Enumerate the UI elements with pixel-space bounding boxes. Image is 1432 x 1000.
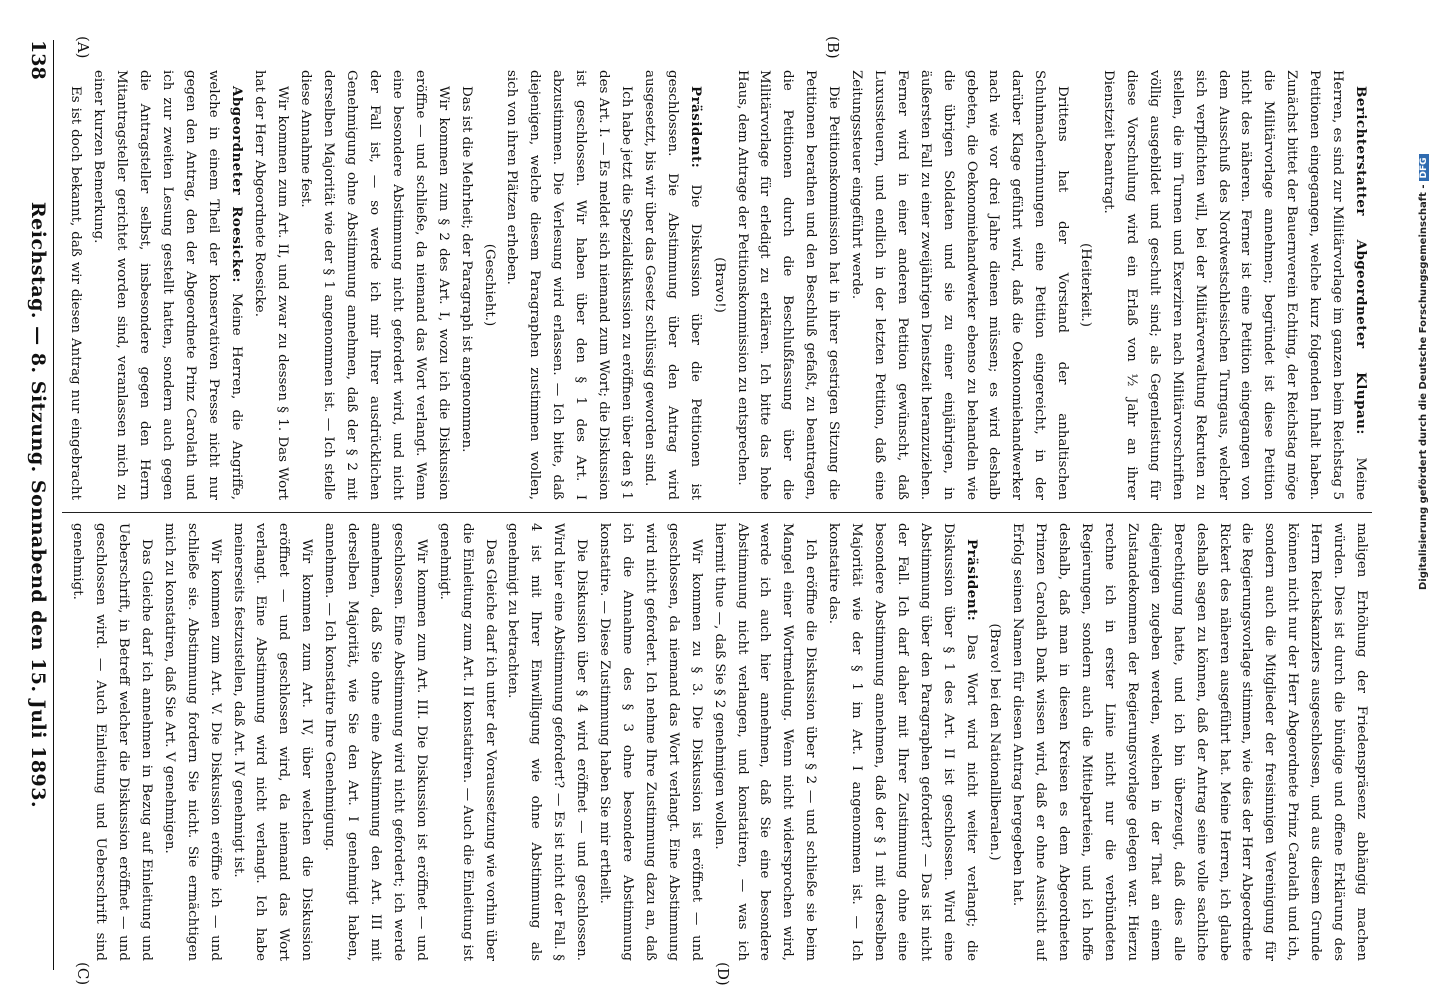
text-paragraph xyxy=(432,523,501,961)
paragraph-text: Wir kommen zum Art. III. Die Diskussion ist eröffnet — und geschlossen. Eine Abstimmung wird nicht gefordert; ich werde annehmen, daß Sie ohne eine Abstimmung den Art. III mit derselben Majorität, wie Sie den Art. I genehmigt haben, annehmen. — Ich konstatire Ihre Genehmigung. xyxy=(322,523,429,961)
digitization-note-text: Digitalisierung gefördert durch die Deutsche Forschungsgemeinschaft - xyxy=(1418,184,1429,590)
paragraph-text: Es ist doch bekannt, daß wir diesen Antrag nur eingebracht xyxy=(68,86,84,500)
interjection-text: (Geschieht.) xyxy=(481,243,497,327)
text-paragraph xyxy=(65,523,157,961)
speech-paragraph xyxy=(1096,70,1372,500)
paragraph-text: Wir kommen zum Art. II, und zwar zu dessen § 1. Das Wort hat der Herr Abgeordnete Roesicke. xyxy=(252,70,291,500)
paragraph-text: Die Diskussion über § 4 wird eröffnet — und geschlossen. Wird hier eine Abstimmung gefordert? — Es ist nicht der Fall. § 4 ist mit Ihrer Einwilligung wie ohne Abstimmung als genehmigt zu betrachten. xyxy=(505,523,590,961)
speech-text: Meine Herren, es sind zur Militärvorlage im ganzen beim Reichstag 5 Petitionen eingegangen, welche kurz folgenden Inhalt haben. Zunächst bittet der Bauernverein Echting, der Reichstag möge die Militärvorlage annehmen; begründet ist diese Petition nicht des näheren. Ferner ist eine Petition eingegangen von dem Ausschuß des Nordwestschlesischen Turngaus, welcher sich verpflichten will, bei der Militärverwaltung Rekruten zu stellen, die im Turnen und Exerziren nach Militärvorschriften völlig ausgebildet und geschult sind; als Gegenleistung für diese Vorschulung wird ein Erlaß von ½ Jahr an ihrer Dienstzeit beantragt. xyxy=(1101,70,1368,500)
text-paragraph xyxy=(157,523,226,961)
interjection xyxy=(983,523,1006,961)
interjection xyxy=(707,70,730,500)
paragraph-text: Das Gleiche darf ich annehmen in Bezug auf Einleitung und Ueberschrift, in Betreff welcher die Diskussion eröffnet — und geschlossen wird. — Auch Einleitung und Ueberschrift sind genehmigt. xyxy=(70,523,154,961)
text-paragraph xyxy=(226,523,318,961)
column-divider xyxy=(62,512,1372,513)
running-title: Reichstag. — 8. Sitzung. Sonnabend den 15. Juli 1893. xyxy=(27,201,49,809)
paragraph-text: Das ist die Mehrheit; der Paragraph ist angenommen. xyxy=(458,86,474,453)
margin-marker-c: (C) xyxy=(74,962,92,986)
digitization-note xyxy=(1418,157,1432,590)
speech-paragraph xyxy=(821,523,982,961)
speaker-name: Präsident: xyxy=(687,86,704,169)
text-paragraph xyxy=(454,70,477,500)
paragraph-text: Wir kommen zu § 3. Die Diskussion ist eröffnet — und geschlossen, da niemand das Wort verlangt. Eine Abstimmung wird nicht gefordert. Ich nehme Ihre Zustimmung dazu an, daß ich die Annahme des § 3 ohne besondere Abstimmung konstatire. — Diese Zustimmung haben Sie mir ertheilt. xyxy=(597,523,704,961)
interjection-text: (Bravo! bei den Nationalliberalen.) xyxy=(987,623,1003,861)
left-column xyxy=(62,70,1372,500)
interjection xyxy=(1073,70,1096,500)
paragraph-text: Ich eröffne die Diskussion über § 2 — und schließe sie beim Mangel einer Wortmeldung. Wenn nicht widersprochen wird, werde ich auch hier annehmen, daß Sie eine besondere Abstimmung nicht verlangen, und konstatiren, — was ich hiermit thue —, daß Sie § 2 genehmigen wollen. xyxy=(711,523,819,961)
text-paragraph xyxy=(844,70,1073,500)
text-paragraph xyxy=(317,523,432,961)
interjection-text: (Heiterkeit.) xyxy=(1078,243,1094,327)
text-paragraph xyxy=(501,523,593,961)
paragraph-text: Ich habe jetzt die Spezialdiskussion zu eröffnen über den § 1 des Art. I. — Es meldet sich niemand zum Wort; die Diskussion ist geschlossen. Wir haben über den § 1 des Art. I abzustimmen. Die Verlesung wird erlassen. — Ich bitte, daß diejenigen, welche diesem Paragraphen zustimmen wollen, sich von ihren Plätzen erheben. xyxy=(504,70,634,500)
speech-paragraph xyxy=(86,70,247,500)
speaker-name: Berichterstatter Abgeordneter Klupau: xyxy=(1353,86,1369,435)
text-paragraph xyxy=(707,523,822,961)
paragraph-text: Wir kommen zum Art. IV, über welchen die Diskussion eröffnet — und geschlossen wird, da niemand das Wort verlangt. Eine Abstimmung wird nicht verlangt. Ich habe meinerseits festzustellen, daß Art. IV genehmigt ist. xyxy=(230,523,315,961)
speech-paragraph xyxy=(637,70,707,500)
paragraph-text: Die Petitionskommission hat in ihrer gestrigen Sitzung die Petitionen berathen und den Beschluß gefaßt, zu beantragen, die Petitionen durch die Beschlußfassung über die Militärvorlage für erledigt zu erklären. Ich bitte das hohe Haus, dem Antrage der Petitionskommission zu entsprechen. xyxy=(734,70,842,500)
paragraph-text: Das Gleiche darf ich unter der Voraussetzung wie vorhin über die Einleitung zum Art. II konstatiren. — Auch die Einleitung ist genehmigt. xyxy=(436,523,498,961)
paragraph-text: Drittens hat der Vorstand der anhaltischen Schuhmacherinnungen eine Petition eingereicht, in der darüber Klage geführt wird, daß die Oekonomiehandwerker nach wie vor drei Jahre dienen müssen; es wird deshalb gebeten, die Oekonomiehandwerker ebenso zu behandeln wie die übrigen Soldaten und sie zu einer einjährigen, in äußersten Fall zu einer zweijährigen Dienstzeit heranzuziehen. Ferner wird in einer anderen Petition gewünscht, daß Luxussteuern, und endlich in der letzten Petition, daß eine Zeitungssteuer eingeführt werde. xyxy=(849,70,1071,500)
text-paragraph xyxy=(1006,523,1373,961)
margin-marker-b: (B) xyxy=(824,36,842,59)
paragraph-text: Wir kommen zum Art. V. Die Diskussion eröffne ich — und schließe sie. Abstimmung fordern Sie nicht. Sie ermächtigen mich zu konstatiren, daß Sie Art. V genehmigen. xyxy=(161,523,223,961)
speech-text: Die Diskussion über die Petitionen ist geschlossen. Die Abstimmung über den Antrag wird ausgesetzt, bis wir über das Gesetz schlüssig geworden sind. xyxy=(641,70,703,500)
margin-marker-a: (A) xyxy=(74,36,92,59)
text-paragraph xyxy=(62,70,86,500)
paragraph-text: Wir kommen zum § 2 des Art. I, wozu ich die Diskussion eröffne — und schließe, da niemand das Wort verlangt. Wenn eine besondere Abstimmung nicht gefordert wird, und nicht der Fall ist, — so werde ich mir Ihrer ausdrücklichen Genehmigung ohne Abstimmung annehmen, daß der § 2 mit derselben Majorität wie der § 1 angenommen ist. — Ich stelle diese Annahme fest. xyxy=(298,70,451,500)
right-column xyxy=(62,523,1372,961)
dfg-logo: DFG xyxy=(1419,154,1429,181)
text-paragraph xyxy=(500,70,637,500)
text-paragraph xyxy=(592,523,707,961)
speaker-name: Präsident: xyxy=(963,539,980,622)
page-header xyxy=(23,40,54,970)
text-paragraph xyxy=(293,70,453,500)
margin-marker-d: (D) xyxy=(714,962,732,986)
paragraph-text: maligen Erhöhung der Friedenspräsenz abhängig machen würden. Dies ist durch die bündige und offene Erklärung des Herrn Reichskanzlers ausgeschlossen, und aus diesem Grunde können nicht nur der Herr Abgeordnete Prinz Carolath und ich, sondern auch die Mitglieder der freisinnigen Vereinigung für die Regierungsvorlage stimmen, wie dies der Herr Abgeordnete Rickert des näheren ausgeführt hat. Meine Herren, ich glaube deshalb sagen zu können, daß der Antrag seine volle sachliche Berechtigung hatte, und ich bin überzeugt, daß dies alle diejenigen zugeben werden, welchen in der That an einem Zustandekommen der Regierungsvorlage gelegen war. Hierzu rechne ich in erster Linie nicht nur die verbündeten Regierungen, sondern auch die Mittelparteien, und ich hoffe deshalb, daß man in diesen Kreisen es dem Abgeordneten Prinzen Carolath Dank wissen wird, daß er ohne Aussicht auf Erfolg seinen Namen für diesen Antrag hergegeben hat. xyxy=(1010,523,1369,961)
interjection-text: (Bravo!) xyxy=(711,257,727,313)
speaker-name: Abgeordneter Roesicke: xyxy=(228,86,245,283)
speech-text: Das Wort wird nicht weiter verlangt; die Diskussion über § 1 des Art. II ist geschlossen. Wird eine Abstimmung über den Paragraphen gefordert? — Das ist nicht der Fall. Ich darf daher mit Ihrer Zustimmung ohne eine besondere Abstimmung annehmen, daß der § 1 mit derselben Majorität wie der § 1 im Art. I angenommen ist. — Ich konstatire das. xyxy=(826,523,979,961)
text-paragraph xyxy=(62,523,65,961)
text-paragraph xyxy=(248,70,294,500)
interjection xyxy=(477,70,500,500)
speech-text: Meine Herren, die Angriffe, welche in einem Theil der konservativen Presse nicht nur gegen den Antrag, den der Abgeordnete Prinz Carolath und ich zur zweiten Lesung gestellt hatten, sondern auch gegen die Antragsteller selbst, insbesondere gegen den Herrn Mitantragsteller gerichtet worden sind, veranlassen mich zu einer kurzen Bemerkung. xyxy=(91,70,244,500)
page-number: 138 xyxy=(27,40,49,80)
text-paragraph xyxy=(730,70,845,500)
